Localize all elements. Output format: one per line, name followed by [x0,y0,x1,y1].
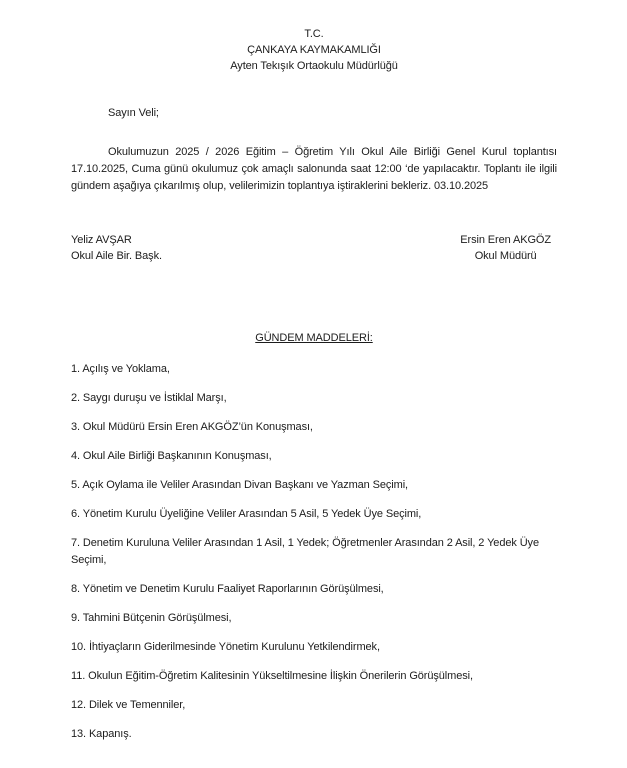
agenda-item-4: 4. Okul Aile Birliği Başkanının Konuşması, [71,450,272,462]
signer-left-name: Yeliz AVŞAR [71,234,132,246]
agenda-item-6: 6. Yönetim Kurulu Üyeliğine Veliler Arasından 5 Asil, 5 Yedek Üye Seçimi, [71,508,422,520]
agenda-item-13: 13. Kapanış. [71,728,132,740]
agenda-item-1: 1. Açılış ve Yoklama, [71,363,170,375]
header-line-tc: T.C. [304,28,324,40]
signer-left-title: Okul Aile Bir. Başk. [71,250,162,262]
agenda-item-11: 11. Okulun Eğitim-Öğretim Kalitesinin Yükseltilmesine İlişkin Önerilerin Görüşülmesi, [71,670,473,682]
signature-left [71,232,162,264]
agenda-item-10: 10. İhtiyaçların Giderilmesinde Yönetim Kurulunu Yetkilendirmek, [71,641,380,653]
document-header [71,26,557,74]
signature-block [71,232,557,264]
agenda-item-12: 12. Dilek ve Temenniler, [71,699,186,711]
agenda-item-5: 5. Açık Oylama ile Veliler Arasından Divan Başkanı ve Yazman Seçimi, [71,479,409,491]
agenda-list [71,361,557,743]
agenda-item-7: 7. Denetim Kuruluna Veliler Arasından 1 Asil, 1 Yedek; Öğretmenler Arasından 2 Asil, 2 Yedek Üye Seçimi, [71,537,539,566]
signature-right [460,232,557,264]
signer-right-name: Ersin Eren AKGÖZ [460,234,551,246]
signer-right-title: Okul Müdürü [474,250,537,262]
header-line-kaymakamlik: ÇANKAYA KAYMAKAMLIĞI [247,44,381,56]
header-line-school: Ayten Tekışık Ortaokulu Müdürlüğü [230,60,398,72]
salutation: Sayın Veli; [108,107,159,119]
agenda-item-8: 8. Yönetim ve Denetim Kurulu Faaliyet Raporlarının Görüşülmesi, [71,583,384,595]
agenda-heading: GÜNDEM MADDELERİ: [255,332,373,344]
agenda-item-3: 3. Okul Müdürü Ersin Eren AKGÖZ’ün Konuşması, [71,421,313,433]
agenda-item-9: 9. Tahmini Bütçenin Görüşülmesi, [71,612,232,624]
body-paragraph: Okulumuzun 2025 / 2026 Eğitim – Öğretim Yılı Okul Aile Birliği Genel Kurul toplantısı 17.10.2025, Cuma günü okulumuz çok amaçlı salonunda saat 12:00 ‘de yapılacaktır. Toplantı ile ilgili gündem aşağıya çıkarılmış olup, velilerimizin toplantıya iştiraklerini bekleriz. 03.10.2025 [71,146,557,192]
agenda-item-2: 2. Saygı duruşu ve İstiklal Marşı, [71,392,227,404]
